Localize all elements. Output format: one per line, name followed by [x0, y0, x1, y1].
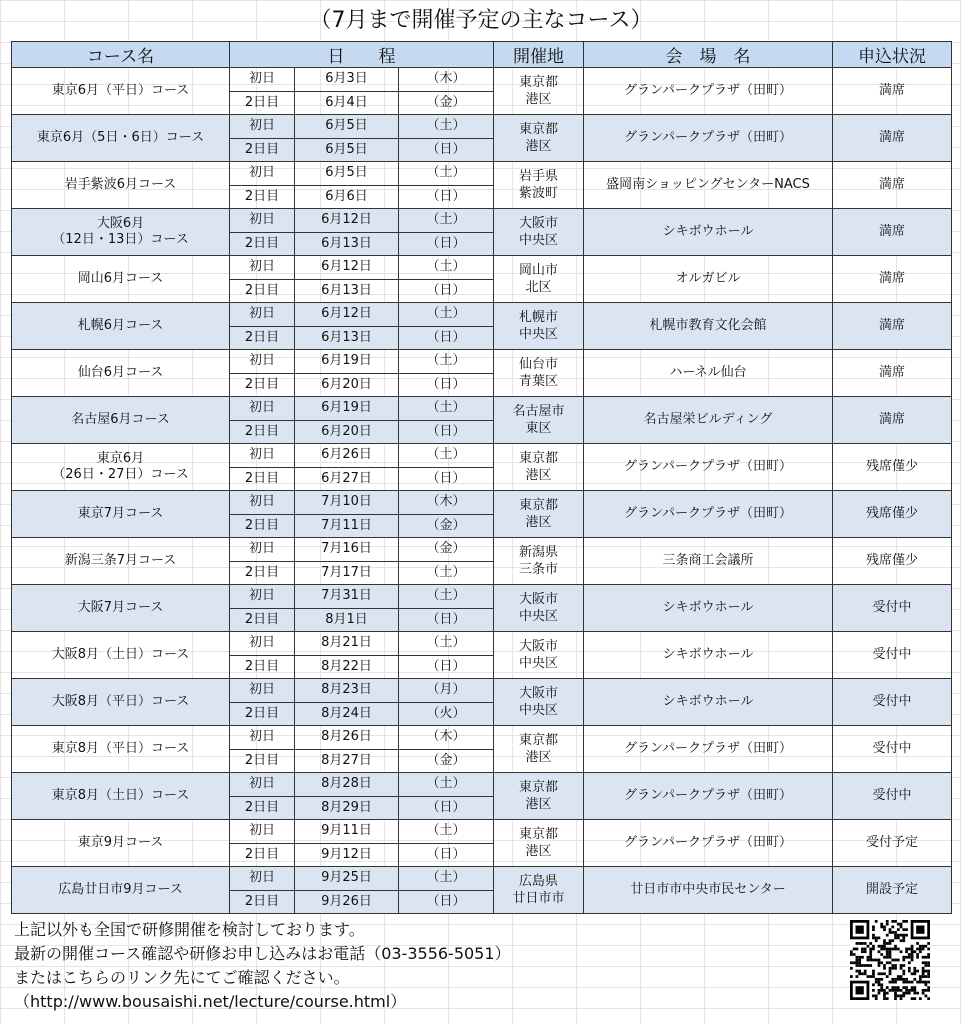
day-label: 初日 [230, 585, 295, 609]
day-label: 初日 [230, 209, 295, 233]
day-date: 6月5日 [295, 162, 399, 186]
table-row [12, 632, 952, 656]
status-badge: 受付中 [833, 632, 952, 679]
day-label: 2日目 [230, 138, 295, 162]
location-cell: 東京都 港区 [494, 820, 584, 867]
day-date: 7月31日 [295, 585, 399, 609]
course-name: 岩手紫波6月コース [12, 162, 230, 209]
table-row [12, 491, 952, 515]
course-name: 新潟三条7月コース [12, 538, 230, 585]
day-weekday: （土） [399, 561, 494, 585]
day-label: 初日 [230, 726, 295, 750]
location-cell: 東京都 港区 [494, 773, 584, 820]
day-weekday: （火） [399, 702, 494, 726]
day-date: 8月24日 [295, 702, 399, 726]
day-date: 8月1日 [295, 608, 399, 632]
day-label: 初日 [230, 397, 295, 421]
note-line: 最新の開催コース確認や研修お申し込みはお電話（03-3556-5051） [14, 944, 511, 963]
status-badge: 残席僅少 [833, 444, 952, 491]
day-weekday: （土） [399, 209, 494, 233]
course-name: 大阪8月（土日）コース [12, 632, 230, 679]
location-cell: 大阪市 中央区 [494, 585, 584, 632]
course-name: 大阪8月（平日）コース [12, 679, 230, 726]
note-link[interactable]: （http://www.bousaishi.net/lecture/course.html） [14, 992, 407, 1011]
day-date: 8月27日 [295, 749, 399, 773]
day-weekday: （金） [399, 514, 494, 538]
location-cell: 新潟県 三条市 [494, 538, 584, 585]
day-label: 初日 [230, 256, 295, 280]
day-weekday: （土） [399, 303, 494, 327]
day-label: 2日目 [230, 890, 295, 914]
day-label: 初日 [230, 350, 295, 374]
course-name: 札幌6月コース [12, 303, 230, 350]
course-name: 東京9月コース [12, 820, 230, 867]
table-row [12, 350, 952, 374]
venue-cell: オルガビル [584, 256, 833, 303]
note-line: またはこちらのリンク先にてご確認ください。 [14, 968, 350, 987]
day-date: 9月26日 [295, 890, 399, 914]
day-label: 初日 [230, 773, 295, 797]
location-cell: 東京都 港区 [494, 115, 584, 162]
day-date: 9月11日 [295, 820, 399, 844]
status-badge: 受付中 [833, 726, 952, 773]
day-date: 7月10日 [295, 491, 399, 515]
day-weekday: （土） [399, 867, 494, 891]
status-badge: 受付中 [833, 585, 952, 632]
header-schedule: 日 程 [230, 42, 494, 68]
day-date: 8月28日 [295, 773, 399, 797]
day-date: 6月20日 [295, 373, 399, 397]
day-label: 初日 [230, 162, 295, 186]
venue-cell: シキボウホール [584, 585, 833, 632]
day-label: 2日目 [230, 796, 295, 820]
status-badge: 開設予定 [833, 867, 952, 914]
day-label: 2日目 [230, 608, 295, 632]
day-label: 初日 [230, 68, 295, 92]
venue-cell: シキボウホール [584, 209, 833, 256]
course-name: 岡山6月コース [12, 256, 230, 303]
day-label: 初日 [230, 444, 295, 468]
day-date: 6月12日 [295, 303, 399, 327]
day-date: 6月20日 [295, 420, 399, 444]
day-label: 初日 [230, 820, 295, 844]
header-location: 開催地 [494, 42, 584, 68]
day-weekday: （月） [399, 679, 494, 703]
venue-cell: グランパークプラザ（田町） [584, 444, 833, 491]
status-badge: 満席 [833, 209, 952, 256]
day-weekday: （土） [399, 397, 494, 421]
venue-cell: シキボウホール [584, 632, 833, 679]
status-badge: 満席 [833, 350, 952, 397]
location-cell: 広島県 廿日市市 [494, 867, 584, 914]
day-weekday: （土） [399, 115, 494, 139]
day-label: 2日目 [230, 279, 295, 303]
venue-cell: グランパークプラザ（田町） [584, 491, 833, 538]
qr-code-icon[interactable] [850, 920, 930, 1000]
day-date: 6月19日 [295, 397, 399, 421]
status-badge: 受付中 [833, 773, 952, 820]
status-badge: 満席 [833, 68, 952, 115]
day-label: 2日目 [230, 655, 295, 679]
header-venue: 会 場 名 [584, 42, 833, 68]
day-date: 7月11日 [295, 514, 399, 538]
day-weekday: （土） [399, 820, 494, 844]
location-cell: 仙台市 青葉区 [494, 350, 584, 397]
day-date: 6月13日 [295, 232, 399, 256]
table-row [12, 773, 952, 797]
day-weekday: （日） [399, 796, 494, 820]
day-date: 6月6日 [295, 185, 399, 209]
day-label: 初日 [230, 867, 295, 891]
day-date: 6月19日 [295, 350, 399, 374]
day-label: 2日目 [230, 702, 295, 726]
table-row [12, 397, 952, 421]
day-date: 8月21日 [295, 632, 399, 656]
day-weekday: （日） [399, 373, 494, 397]
day-label: 2日目 [230, 843, 295, 867]
course-name: 広島廿日市9月コース [12, 867, 230, 914]
day-weekday: （日） [399, 185, 494, 209]
course-schedule-table [11, 41, 952, 914]
day-weekday: （土） [399, 773, 494, 797]
notes [14, 918, 814, 1014]
day-weekday: （日） [399, 467, 494, 491]
course-name: 東京6月 （26日・27日）コース [12, 444, 230, 491]
table-row [12, 726, 952, 750]
day-label: 初日 [230, 491, 295, 515]
course-name: 大阪6月 （12日・13日）コース [12, 209, 230, 256]
venue-cell: グランパークプラザ（田町） [584, 726, 833, 773]
venue-cell: グランパークプラザ（田町） [584, 68, 833, 115]
day-weekday: （日） [399, 420, 494, 444]
day-weekday: （日） [399, 843, 494, 867]
day-weekday: （土） [399, 585, 494, 609]
day-weekday: （金） [399, 749, 494, 773]
location-cell: 東京都 港区 [494, 68, 584, 115]
course-name: 東京6月（5日・6日）コース [12, 115, 230, 162]
table-row [12, 303, 952, 327]
status-badge: 満席 [833, 303, 952, 350]
day-date: 6月13日 [295, 326, 399, 350]
table-row [12, 585, 952, 609]
status-badge: 受付中 [833, 679, 952, 726]
day-date: 6月27日 [295, 467, 399, 491]
day-weekday: （日） [399, 326, 494, 350]
course-name: 東京7月コース [12, 491, 230, 538]
day-date: 7月17日 [295, 561, 399, 585]
day-label: 初日 [230, 538, 295, 562]
day-label: 2日目 [230, 373, 295, 397]
day-weekday: （日） [399, 655, 494, 679]
table-row [12, 162, 952, 186]
table-row [12, 115, 952, 139]
day-weekday: （土） [399, 632, 494, 656]
location-cell: 名古屋市 東区 [494, 397, 584, 444]
day-date: 8月22日 [295, 655, 399, 679]
day-label: 初日 [230, 115, 295, 139]
table-row [12, 820, 952, 844]
course-name: 東京8月（平日）コース [12, 726, 230, 773]
day-weekday: （土） [399, 350, 494, 374]
day-label: 2日目 [230, 514, 295, 538]
location-cell: 大阪市 中央区 [494, 632, 584, 679]
day-weekday: （日） [399, 608, 494, 632]
venue-cell: 廿日市市中央市民センター [584, 867, 833, 914]
day-weekday: （日） [399, 890, 494, 914]
location-cell: 大阪市 中央区 [494, 679, 584, 726]
day-date: 8月23日 [295, 679, 399, 703]
header-status: 申込状況 [833, 42, 952, 68]
venue-cell: グランパークプラザ（田町） [584, 820, 833, 867]
header-course: コース名 [12, 42, 230, 68]
table-row [12, 679, 952, 703]
day-weekday: （日） [399, 138, 494, 162]
course-name: 東京6月（平日）コース [12, 68, 230, 115]
day-label: 2日目 [230, 561, 295, 585]
day-date: 6月13日 [295, 279, 399, 303]
day-weekday: （土） [399, 444, 494, 468]
status-badge: 満席 [833, 162, 952, 209]
day-weekday: （木） [399, 726, 494, 750]
day-date: 6月3日 [295, 68, 399, 92]
day-label: 2日目 [230, 326, 295, 350]
day-weekday: （土） [399, 256, 494, 280]
table-row [12, 68, 952, 92]
note-line: 上記以外も全国で研修開催を検討しております。 [14, 920, 365, 939]
day-weekday: （金） [399, 91, 494, 115]
venue-cell: グランパークプラザ（田町） [584, 115, 833, 162]
table-row [12, 256, 952, 280]
day-date: 9月25日 [295, 867, 399, 891]
day-date: 8月29日 [295, 796, 399, 820]
day-date: 6月4日 [295, 91, 399, 115]
day-label: 2日目 [230, 232, 295, 256]
venue-cell: 名古屋栄ビルディング [584, 397, 833, 444]
status-badge: 満席 [833, 397, 952, 444]
day-weekday: （金） [399, 538, 494, 562]
course-name: 大阪7月コース [12, 585, 230, 632]
day-label: 2日目 [230, 185, 295, 209]
table-row [12, 538, 952, 562]
day-date: 9月12日 [295, 843, 399, 867]
day-label: 初日 [230, 303, 295, 327]
location-cell: 大阪市 中央区 [494, 209, 584, 256]
venue-cell: 札幌市教育文化会館 [584, 303, 833, 350]
table-row [12, 209, 952, 233]
page-title: （7月まで開催予定の主なコース） [309, 8, 653, 33]
day-date: 6月5日 [295, 115, 399, 139]
course-name: 仙台6月コース [12, 350, 230, 397]
day-label: 2日目 [230, 749, 295, 773]
table-row [12, 444, 952, 468]
location-cell: 東京都 港区 [494, 491, 584, 538]
venue-cell: 三条商工会議所 [584, 538, 833, 585]
day-label: 2日目 [230, 467, 295, 491]
status-badge: 満席 [833, 256, 952, 303]
location-cell: 札幌市 中央区 [494, 303, 584, 350]
status-badge: 残席僅少 [833, 538, 952, 585]
location-cell: 東京都 港区 [494, 726, 584, 773]
day-label: 2日目 [230, 91, 295, 115]
day-date: 7月16日 [295, 538, 399, 562]
day-date: 8月26日 [295, 726, 399, 750]
status-badge: 受付予定 [833, 820, 952, 867]
day-weekday: （土） [399, 162, 494, 186]
venue-cell: シキボウホール [584, 679, 833, 726]
course-name: 名古屋6月コース [12, 397, 230, 444]
day-label: 初日 [230, 679, 295, 703]
day-weekday: （木） [399, 68, 494, 92]
day-date: 6月12日 [295, 209, 399, 233]
location-cell: 岩手県 紫波町 [494, 162, 584, 209]
venue-cell: 盛岡南ショッピングセンターNACS [584, 162, 833, 209]
day-label: 初日 [230, 632, 295, 656]
course-name: 東京8月（土日）コース [12, 773, 230, 820]
table-header-row [12, 42, 952, 68]
table-row [12, 867, 952, 891]
day-date: 6月5日 [295, 138, 399, 162]
day-weekday: （日） [399, 232, 494, 256]
day-date: 6月12日 [295, 256, 399, 280]
location-cell: 東京都 港区 [494, 444, 584, 491]
location-cell: 岡山市 北区 [494, 256, 584, 303]
day-date: 6月26日 [295, 444, 399, 468]
day-weekday: （木） [399, 491, 494, 515]
day-label: 2日目 [230, 420, 295, 444]
status-badge: 満席 [833, 115, 952, 162]
status-badge: 残席僅少 [833, 491, 952, 538]
day-weekday: （日） [399, 279, 494, 303]
venue-cell: ハーネル仙台 [584, 350, 833, 397]
venue-cell: グランパークプラザ（田町） [584, 773, 833, 820]
